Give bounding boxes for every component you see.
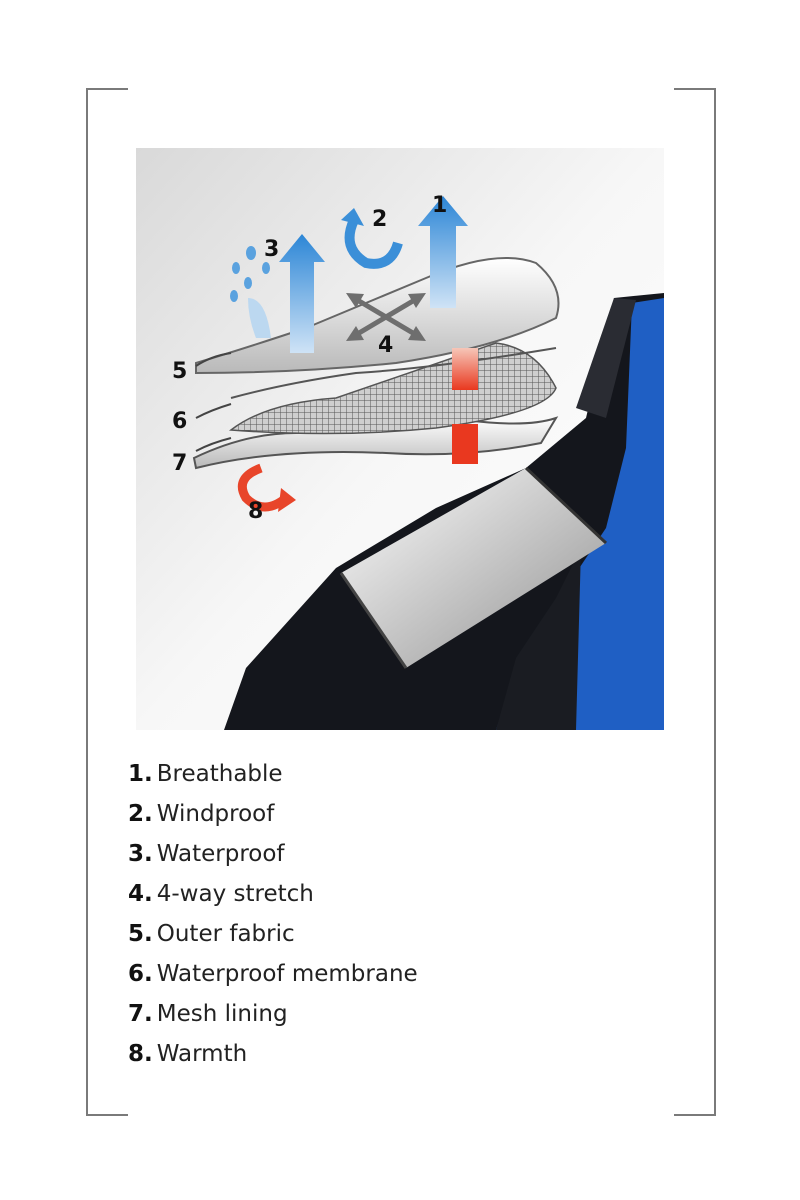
legend-number: 3. (128, 841, 153, 867)
callout-5: 5 (172, 359, 188, 384)
legend-item (128, 796, 418, 836)
legend-number: 8. (128, 1041, 153, 1067)
legend-label: Waterproof (156, 841, 285, 867)
legend-item (128, 836, 418, 876)
callout-3: 3 (264, 237, 280, 262)
legend-item (128, 956, 418, 996)
callout-2: 2 (372, 207, 388, 232)
legend-label: Breathable (156, 761, 283, 787)
legend-number: 6. (128, 961, 153, 987)
legend-number: 1. (128, 761, 153, 787)
legend-number: 4. (128, 881, 153, 907)
callout-6: 6 (172, 409, 188, 434)
warmth-bar-upper (452, 348, 478, 390)
legend-number: 7. (128, 1001, 153, 1027)
legend-number: 5. (128, 921, 153, 947)
warmth-bar-lower (452, 424, 478, 464)
callout-1: 1 (432, 193, 448, 218)
legend-label: Windproof (156, 801, 275, 827)
legend-label: Outer fabric (156, 921, 295, 947)
callout-4: 4 (378, 333, 394, 358)
legend-item (128, 876, 418, 916)
legend-item (128, 756, 418, 796)
frame-bracket-left (86, 88, 128, 1116)
features-legend (128, 756, 418, 1076)
legend-label: 4-way stretch (156, 881, 314, 907)
callout-7: 7 (172, 451, 188, 476)
legend-item (128, 996, 418, 1036)
legend-label: Mesh lining (156, 1001, 288, 1027)
legend-label: Waterproof membrane (156, 961, 418, 987)
frame-bracket-right (674, 88, 716, 1116)
legend-label: Warmth (156, 1041, 248, 1067)
legend-item (128, 1036, 418, 1076)
legend-item (128, 916, 418, 956)
fabric-layers-diagram (136, 148, 664, 730)
callout-8: 8 (248, 499, 264, 524)
legend-number: 2. (128, 801, 153, 827)
